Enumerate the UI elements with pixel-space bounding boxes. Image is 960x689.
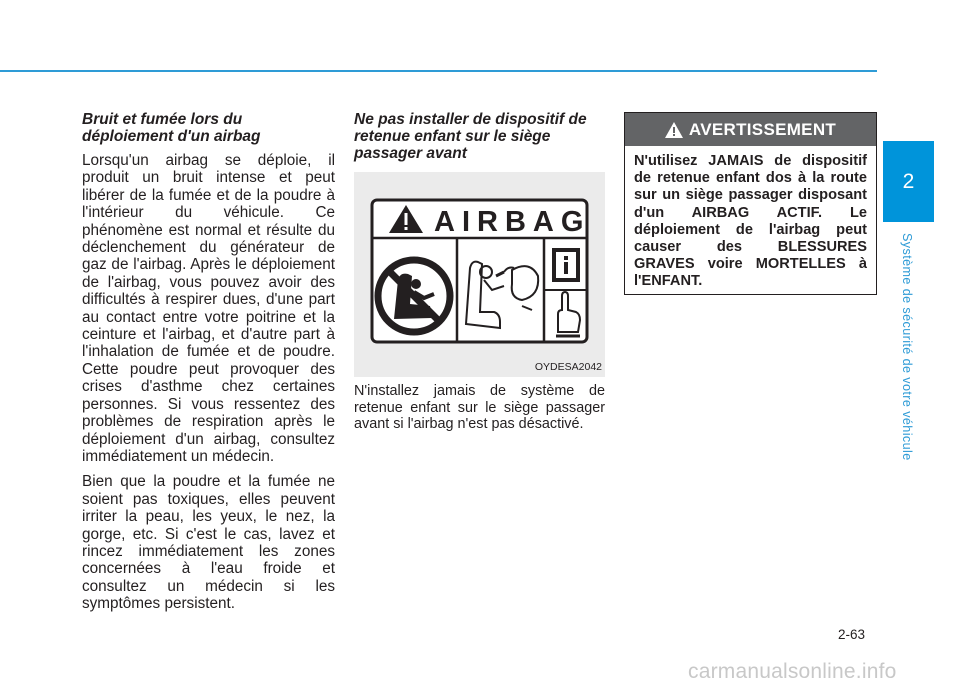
page-number: 2-63 xyxy=(838,627,866,642)
section-heading-child-seat: Ne pas installer de dispositif de retenue enfant sur le siège passager avant xyxy=(354,111,587,162)
warning-text: N'utilisez JAMAIS de dispositif de retenue enfant dos à la route sur un siège passager disposant d'un AIRBAG ACTIF. Le déploiement de l'airbag peut causer des BLESSURES GRAVES voire MORTELLES à l'ENFANT. xyxy=(634,153,867,290)
figure-code: OYDESA2042 xyxy=(534,361,602,373)
warning-header xyxy=(625,113,876,146)
airbag-label-illustration xyxy=(354,172,605,377)
paragraph-1: Lorsqu'un airbag se déploie, il produit un bruit intense et peut libérer de la fumée et de la poudre à l'intérieur du véhicule. Ce phénomène est normal et résulte du déclenchement du générateur de gaz de l'airbag. Après le déploiement de l'airbag, vous pouvez avoir des difficultés à respirer dues, d'une part au contact entre votre poitrine et la ceinture et l'airbag, et d'autre part à l'inhalation de fumée et de poudre. Cette poudre peut provoquer des crises d'asthme chez certaines personnes. Si vous ressentez des problèmes de respiration après le déploiement d'un airbag, consultez immédiatement un médecin. xyxy=(82,152,335,465)
warning-title: AVERTISSEMENT xyxy=(688,119,837,139)
airbag-warning-figure xyxy=(354,172,605,377)
paragraph-2: Bien que la poudre et la fumée ne soient pas toxiques, elles peuvent irriter la peau, les yeux, le nez, la gorge, etc. Si c'est le cas, lavez et rincez immédiatement les zones concernées à l'eau froide et consultez un médecin si les symptômes persistent. xyxy=(82,473,335,613)
manual-book-icon xyxy=(552,248,580,282)
airbag-label-text: AIRBAG xyxy=(434,206,591,238)
chapter-tab xyxy=(883,141,960,461)
chapter-title: Système de sécurité de votre véhicule xyxy=(900,233,914,461)
chapter-number: 2 xyxy=(883,141,934,222)
column-2 xyxy=(354,111,605,441)
paragraph-child-seat: N'installez jamais de système de retenue enfant sur le siège passager avant si l'airbag n'est pas désactivé. xyxy=(354,383,605,432)
warning-box xyxy=(624,112,877,295)
section-heading-smoke: Bruit et fumée lors du déploiement d'un airbag xyxy=(82,111,261,145)
watermark: carmanualsonline.info xyxy=(688,660,897,683)
top-rule xyxy=(0,70,877,72)
warning-icon xyxy=(665,122,683,138)
column-1 xyxy=(82,111,335,621)
